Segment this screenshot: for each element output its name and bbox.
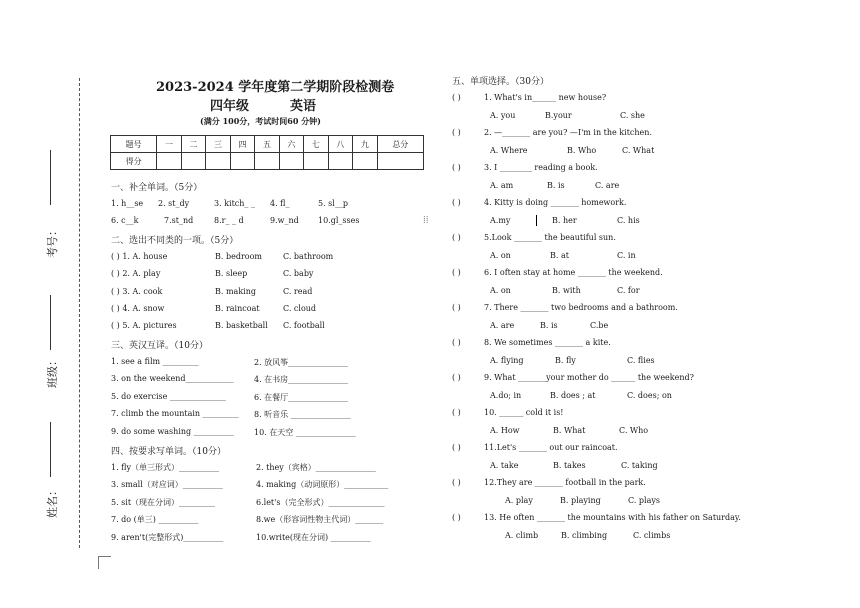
option-a: A. take (490, 461, 519, 470)
question-text: 6. I often stay at home _______ the weekend. (484, 268, 663, 277)
option-b: B. is (540, 321, 558, 330)
table-header-cell: 四 (230, 136, 254, 153)
answer-paren[interactable]: ( ) (452, 478, 461, 487)
table-header-cell: 九 (353, 136, 377, 153)
option-b: B. making (215, 286, 256, 296)
option-c: C. are (595, 181, 620, 190)
option-b: B. bedroom (215, 252, 262, 261)
option-c: C. his (617, 216, 640, 225)
option-a: A. play (505, 496, 533, 505)
question-text: 2. —_______ are you? —I'm in the kitchen. (484, 128, 652, 137)
answer-paren[interactable]: ( ) (452, 303, 461, 312)
fill-word-item: 4. fl_ (270, 199, 290, 208)
fill-word-item: 2. st_dy (158, 199, 190, 208)
exam-no-label: 考号： (46, 225, 59, 258)
word-form-item-right: 8.we（形容词性物主代词）_______ (256, 515, 384, 525)
option-a: A. on (490, 286, 511, 295)
table-header-cell: 总分 (377, 136, 423, 153)
option-b: B. her (552, 216, 577, 225)
score-cell[interactable] (304, 153, 328, 170)
translate-item-right: 4. 在书房_______________ (254, 375, 349, 385)
word-form-item-left: 3. small（对应词）__________ (111, 480, 223, 490)
question-text: 12.They are _______ football in the park. (484, 478, 646, 487)
fill-word-item: 3. kitch_ _ (214, 199, 255, 208)
score-cell[interactable] (328, 153, 352, 170)
option-a: A.my (490, 216, 511, 225)
option-c: C. baby (283, 269, 314, 279)
fill-word-item: 10.gl_sses (318, 216, 360, 225)
section-3-title: 三、英汉互译。（10分） (111, 341, 208, 351)
option-b: B. basketball (215, 321, 268, 331)
exam-note: (满分 100分，考试时间60 分钟) (200, 116, 321, 126)
question-text: 9. What _______your mother do ______ the weekend? (484, 373, 694, 382)
answer-paren: ( ) 2. A. play (111, 269, 161, 279)
answer-paren[interactable]: ( ) (452, 128, 461, 137)
answer-paren[interactable]: ( ) (452, 163, 461, 172)
question-text: 8. We sometimes _______ a kite. (484, 338, 611, 347)
exam-no-line (50, 150, 51, 205)
option-b: B. takes (553, 461, 586, 470)
option-c: C. Who (619, 426, 649, 435)
answer-paren[interactable]: ( ) (452, 408, 461, 417)
section-1-title: 一、补全单词。（5分） (111, 183, 203, 193)
option-a: A. you (490, 111, 516, 120)
question-text: 11.Let's _______ out our raincoat. (484, 443, 618, 452)
option-c: C. What (622, 146, 655, 155)
word-form-item-left: 5. sit（现在分词）_________ (111, 497, 216, 507)
option-c: C. does; on (627, 391, 672, 400)
table-header-cell: 五 (255, 136, 279, 153)
word-form-item-left: 7. do (单三) __________ (111, 515, 199, 525)
fill-word-item: 6. c__k (111, 216, 139, 225)
option-b: B. is (547, 181, 565, 190)
option-c: C. cloud (283, 303, 317, 313)
option-c: C. in (617, 251, 636, 260)
table-header-cell: 三 (206, 136, 230, 153)
score-cell[interactable] (353, 153, 377, 170)
score-row-label: 得分 (111, 153, 157, 170)
question-text: 5.Look _______ the beautiful sun. (484, 233, 616, 242)
answer-paren[interactable]: ( ) (452, 373, 461, 382)
word-form-item-right: 10.write(现在分词) __________ (256, 532, 371, 542)
section-2-title: 二、选出不同类的一项。（5分） (111, 236, 239, 246)
option-b: B. climbing (561, 531, 608, 540)
translate-item-right: 8. 听音乐 _______________ (254, 410, 351, 420)
name-label: 姓名： (46, 485, 59, 518)
translate-item-left: 1. see a film _________ (111, 357, 199, 366)
translate-item-left: 5. do exercise ______________ (111, 391, 226, 401)
class-line (50, 295, 51, 350)
page-corner-mark (98, 556, 111, 569)
word-form-item-right: 4. making（动词原形）___________ (256, 480, 389, 490)
option-c: C. for (617, 286, 640, 295)
score-table-score-row (111, 153, 424, 170)
option-b: B.your (545, 111, 572, 120)
translate-item-left: 7. climb the mountain _________ (111, 409, 239, 419)
fill-word-item: 7.st_nd (164, 216, 194, 225)
option-c: C.be (590, 321, 609, 330)
option-c: C. flies (627, 356, 655, 365)
answer-paren: ( ) 4. A. snow (111, 303, 165, 313)
question-text: 10. ______ cold it is! (484, 408, 564, 417)
option-c: C. bathroom (283, 252, 334, 261)
answer-paren[interactable]: ( ) (452, 513, 461, 522)
score-cell[interactable] (157, 153, 181, 170)
option-a: A. are (490, 321, 515, 330)
question-text: 4. Kitty is doing _______ homework. (484, 198, 627, 207)
table-header-cell: 二 (181, 136, 205, 153)
table-header-cell: 一 (157, 136, 181, 153)
exam-title: 2023-2024 学年度第二学期阶段检测卷 (156, 80, 395, 95)
option-b: B. with (552, 286, 581, 295)
table-header-cell: 八 (328, 136, 352, 153)
answer-paren[interactable]: ( ) (452, 268, 461, 277)
score-table (110, 135, 424, 170)
question-text: 1. What's in______ new house? (484, 93, 607, 102)
answer-paren: ( ) 3. A. cook (111, 286, 163, 296)
option-b: B. raincoat (215, 303, 260, 313)
score-cell[interactable] (206, 153, 230, 170)
section-5-title: 五、单项选择。（30分） (452, 77, 549, 87)
translate-item-left: 9. do some washing __________ (111, 426, 234, 436)
option-c: C. climbs (633, 531, 671, 540)
translate-item-right: 6. 在餐厅_______________ (254, 392, 349, 402)
option-b: B. sleep (215, 269, 248, 279)
option-c: C. taking (621, 461, 658, 470)
answer-paren[interactable]: ( ) (452, 93, 461, 102)
option-c: C. she (620, 111, 645, 120)
grade-label: 四年级 (210, 99, 250, 114)
word-form-item-right: 6.let's（完全形式）______________ (256, 497, 385, 507)
score-table-header-row (111, 136, 424, 153)
option-c: C. read (283, 286, 313, 296)
option-a: A. climb (505, 531, 539, 540)
fill-word-item: 1. h__se (111, 199, 144, 208)
option-b: B. playing (560, 496, 601, 505)
option-b: B. does ; at (550, 391, 596, 400)
translate-item-right: 2. 放风筝_______________ (254, 358, 349, 367)
option-a: A. Where (490, 146, 528, 155)
score-cell[interactable] (255, 153, 279, 170)
option-c: C. plays (628, 496, 660, 505)
option-b: B. What (553, 426, 586, 435)
option-b: B. at (550, 251, 569, 260)
subject-label: 英语 (290, 99, 317, 114)
text-cursor (536, 215, 537, 226)
binding-line (79, 78, 80, 548)
fill-word-item: 8.r_ _ d (214, 216, 244, 225)
word-form-item-right: 2. they（宾格）_______________ (256, 463, 376, 472)
answer-paren: ( ) 1. A. house (111, 252, 168, 261)
word-form-item-left: 1. fly（单三形式）__________ (111, 463, 220, 472)
option-a: A. on (490, 251, 511, 260)
answer-paren[interactable]: ( ) (452, 198, 461, 207)
question-text: 13. He often _______ the mountains with his father on Saturday. (484, 513, 741, 522)
translate-item-right: 10. 在天空 _______________ (254, 427, 356, 437)
score-cell[interactable] (377, 153, 423, 170)
option-b: B. Who (567, 146, 597, 155)
section-4-title: 四、按要求写单词。（10分） (111, 447, 226, 457)
question-text: 3. I ________ reading a book. (484, 163, 598, 172)
answer-paren: ( ) 5. A. pictures (111, 321, 177, 331)
option-a: A.do; in (490, 391, 522, 400)
table-header-cell: 六 (279, 136, 303, 153)
option-a: A. How (490, 426, 520, 435)
score-cell[interactable] (181, 153, 205, 170)
answer-paren[interactable]: ( ) (452, 443, 461, 452)
option-a: A. am (490, 181, 514, 190)
word-form-item-left: 9. aren't(完整形式)__________ (111, 532, 224, 542)
fill-word-item: 5. sl__p (318, 199, 348, 208)
class-label: 班级： (46, 355, 59, 388)
score-cell[interactable] (230, 153, 254, 170)
score-cell[interactable] (279, 153, 303, 170)
question-text: 7. There _______ two bedrooms and a bathroom. (484, 303, 678, 312)
name-line (50, 422, 51, 477)
fill-word-item: 9.w_nd (270, 216, 299, 225)
option-a: A. flying (490, 356, 524, 365)
answer-paren[interactable]: ( ) (452, 233, 461, 242)
table-header-label: 题号 (111, 136, 157, 153)
option-b: B. fly (555, 356, 576, 365)
option-c: C. football (283, 321, 325, 331)
drag-handle-icon[interactable]: ⁞⁞ (423, 215, 429, 226)
translate-item-left: 3. on the weekend____________ (111, 374, 234, 384)
answer-paren[interactable]: ( ) (452, 338, 461, 347)
table-header-cell: 七 (304, 136, 328, 153)
